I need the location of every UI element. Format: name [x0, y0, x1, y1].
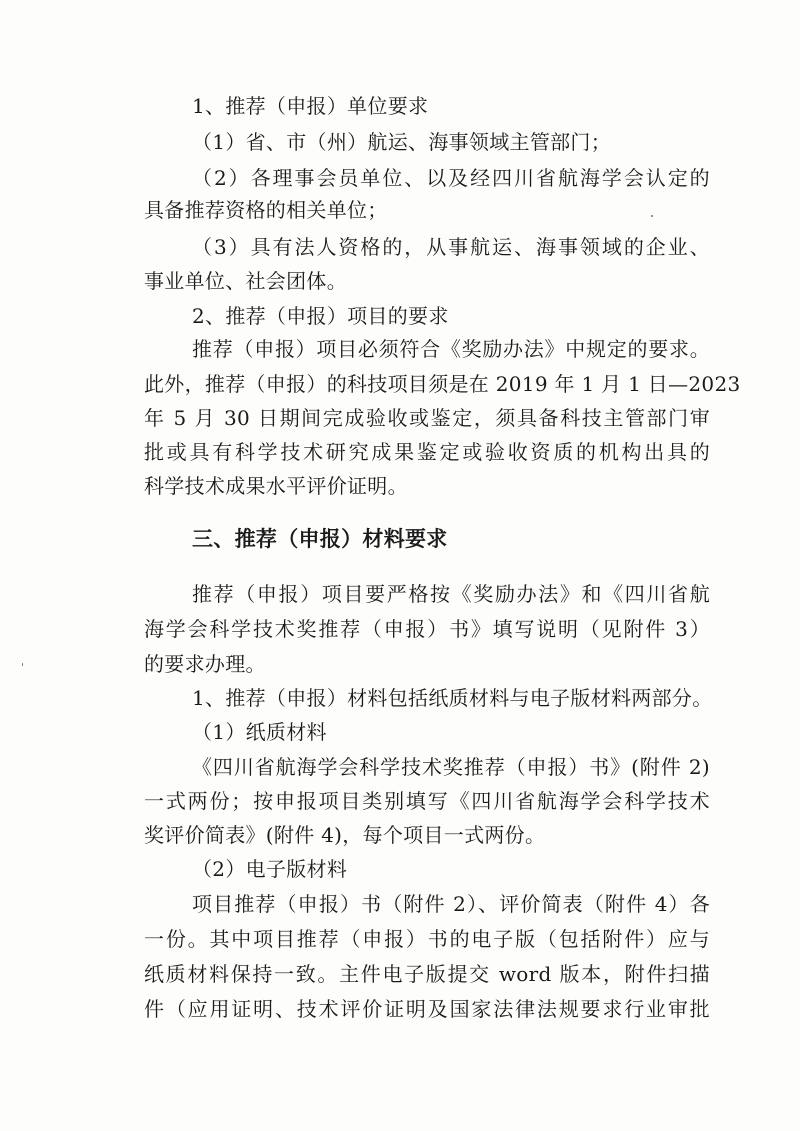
paragraph-line: 纸质材料保持一致。主件电子版提交 word 版本，附件扫描 [144, 962, 710, 986]
paragraph-line: （2）各理事会员单位、以及经四川省航海学会认定的 [192, 166, 710, 190]
paragraph-line: 科学技术成果水平评价证明。 [144, 474, 408, 498]
subsection-heading: （1）纸质材料 [192, 720, 327, 744]
scan-speck [651, 215, 653, 217]
paragraph-line: 推荐（申报）项目必须符合《奖励办法》中规定的要求。 [192, 337, 710, 361]
paragraph-line: （1）省、市（州）航运、海事领域主管部门； [192, 130, 612, 154]
paragraph-line: 此外，推荐（申报）的科技项目须是在 2019 年 1 月 1 日—2023 [144, 372, 741, 396]
paragraph-line: 《四川省航海学会科学技术奖推荐（申报）书》(附件 2) [192, 755, 710, 779]
scan-speck [22, 663, 23, 666]
paragraph-line: 具备推荐资格的相关单位； [144, 198, 388, 222]
section-2-heading: 2、推荐（申报）项目的要求 [192, 304, 449, 328]
paragraph-line: 一份。其中项目推荐（申报）书的电子版（包括附件）应与 [144, 927, 710, 951]
paragraph-line: 海学会科学技术奖推荐（申报）书》填写说明（见附件 3） [144, 617, 710, 641]
paragraph-line: 的要求办理。 [144, 652, 266, 676]
paragraph-line: 事业单位、社会团体。 [144, 269, 347, 293]
section-1-heading: 1、推荐（申报）单位要求 [192, 94, 429, 118]
paragraph-line: 件（应用证明、技术评价证明及国家法律法规要求行业审批 [144, 997, 710, 1021]
paragraph-line: 推荐（申报）项目要严格按《奖励办法》和《四川省航 [192, 582, 710, 606]
paragraph-line: 奖评价简表》(附件 4)，每个项目一式两份。 [144, 823, 546, 847]
paragraph-line: 年 5 月 30 日期间完成验收或鉴定，须具备科技主管部门审 [144, 406, 710, 430]
paragraph-line: 一式两份；按申报项目类别填写《四川省航海学会科学技术 [144, 789, 710, 813]
paragraph-line: 项目推荐（申报）书（附件 2）、评价简表（附件 4）各 [192, 892, 710, 916]
paragraph-line: 批或具有科学技术研究成果鉴定或验收资质的机构出具的 [144, 440, 710, 464]
subsection-heading: （2）电子版材料 [192, 857, 348, 881]
paragraph-line: （3）具有法人资格的，从事航运、海事领域的企业、 [192, 235, 710, 259]
section-3-heading: 三、推荐（申报）材料要求 [192, 527, 448, 551]
paragraph-line: 1、推荐（申报）材料包括纸质材料与电子版材料两部分。 [192, 686, 713, 710]
